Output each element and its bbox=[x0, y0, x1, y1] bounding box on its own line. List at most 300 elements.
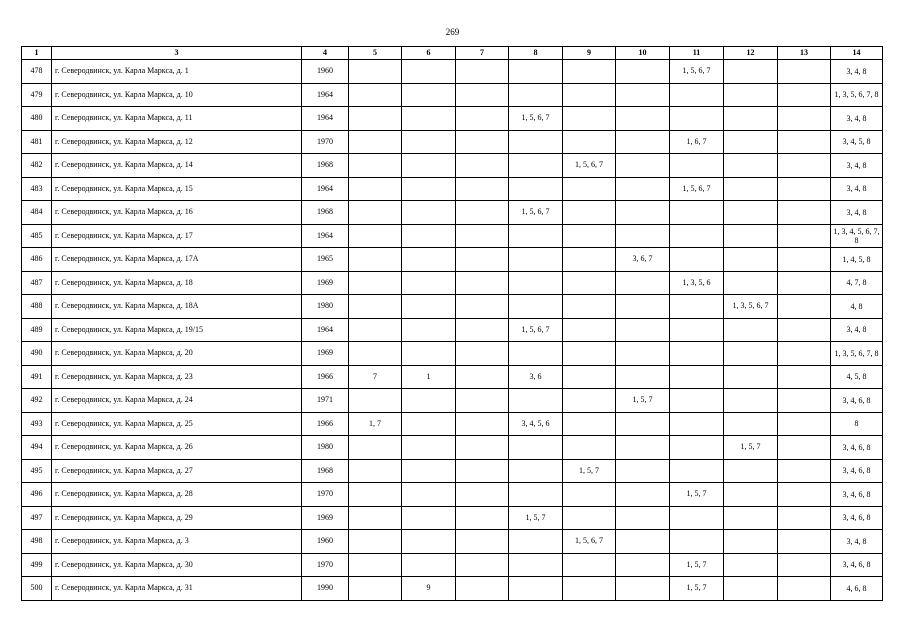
year-cell: 1980 bbox=[302, 295, 349, 319]
table-cell bbox=[456, 318, 509, 342]
table-cell bbox=[456, 389, 509, 413]
table-cell: 3, 4, 8 bbox=[831, 177, 883, 201]
table-cell bbox=[670, 459, 724, 483]
row-number-cell: 478 bbox=[22, 60, 52, 84]
table-cell: 3, 4, 6, 8 bbox=[831, 459, 883, 483]
year-cell: 1970 bbox=[302, 553, 349, 577]
year-cell: 1971 bbox=[302, 389, 349, 413]
table-cell bbox=[616, 459, 670, 483]
year-cell: 1960 bbox=[302, 60, 349, 84]
table-cell bbox=[402, 60, 456, 84]
address-cell: г. Северодвинск, ул. Карла Маркса, д. 11 bbox=[52, 107, 302, 131]
table-cell bbox=[509, 130, 563, 154]
column-header: 3 bbox=[52, 47, 302, 60]
table-cell bbox=[724, 342, 778, 366]
table-cell bbox=[778, 271, 831, 295]
table-cell: 1, 5, 7 bbox=[670, 577, 724, 601]
table-cell: 3, 4, 6, 8 bbox=[831, 483, 883, 507]
table-cell bbox=[456, 365, 509, 389]
table-cell: 3, 6, 7 bbox=[616, 248, 670, 272]
table-cell bbox=[670, 365, 724, 389]
table-cell bbox=[616, 130, 670, 154]
table-cell bbox=[778, 577, 831, 601]
table-cell bbox=[402, 83, 456, 107]
row-number-cell: 498 bbox=[22, 530, 52, 554]
address-cell: г. Северодвинск, ул. Карла Маркса, д. 25 bbox=[52, 412, 302, 436]
table-cell: 3, 4, 5, 6 bbox=[509, 412, 563, 436]
table-cell bbox=[456, 224, 509, 248]
table-cell: 1, 5, 6, 7 bbox=[670, 60, 724, 84]
table-cell bbox=[456, 130, 509, 154]
table-cell bbox=[616, 530, 670, 554]
table-cell bbox=[456, 412, 509, 436]
table-cell bbox=[778, 107, 831, 131]
table-cell bbox=[616, 506, 670, 530]
table-cell bbox=[563, 342, 616, 366]
table-cell bbox=[456, 107, 509, 131]
address-cell: г. Северодвинск, ул. Карла Маркса, д. 15 bbox=[52, 177, 302, 201]
table-cell bbox=[778, 506, 831, 530]
table-row bbox=[22, 318, 883, 342]
table-cell bbox=[456, 553, 509, 577]
table-cell: 3, 4, 6, 8 bbox=[831, 436, 883, 460]
table-cell bbox=[402, 107, 456, 131]
row-number-cell: 492 bbox=[22, 389, 52, 413]
table-cell bbox=[616, 224, 670, 248]
row-number-cell: 497 bbox=[22, 506, 52, 530]
table-cell: 1, 5, 6, 7 bbox=[563, 154, 616, 178]
table-row bbox=[22, 553, 883, 577]
year-cell: 1968 bbox=[302, 459, 349, 483]
row-number-cell: 500 bbox=[22, 577, 52, 601]
table-cell: 1, 5, 7 bbox=[670, 553, 724, 577]
row-number-cell: 482 bbox=[22, 154, 52, 178]
table-cell bbox=[456, 459, 509, 483]
table-cell bbox=[509, 459, 563, 483]
table-cell: 3, 4, 8 bbox=[831, 201, 883, 225]
table-cell bbox=[349, 271, 402, 295]
year-cell: 1964 bbox=[302, 224, 349, 248]
table-cell bbox=[563, 506, 616, 530]
table-cell bbox=[349, 577, 402, 601]
address-cell: г. Северодвинск, ул. Карла Маркса, д. 24 bbox=[52, 389, 302, 413]
table-cell bbox=[402, 553, 456, 577]
row-number-cell: 491 bbox=[22, 365, 52, 389]
table-cell bbox=[349, 224, 402, 248]
table-cell bbox=[349, 83, 402, 107]
column-header: 9 bbox=[563, 47, 616, 60]
table-cell bbox=[616, 365, 670, 389]
table-row bbox=[22, 130, 883, 154]
table-cell bbox=[402, 295, 456, 319]
address-cell: г. Северодвинск, ул. Карла Маркса, д. 17А bbox=[52, 248, 302, 272]
table-cell bbox=[349, 177, 402, 201]
address-cell: г. Северодвинск, ул. Карла Маркса, д. 16 bbox=[52, 201, 302, 225]
year-cell: 1964 bbox=[302, 177, 349, 201]
row-number-cell: 480 bbox=[22, 107, 52, 131]
table-cell bbox=[456, 83, 509, 107]
table-cell: 1, 5, 6, 7 bbox=[670, 177, 724, 201]
table-cell bbox=[402, 177, 456, 201]
table-cell bbox=[349, 553, 402, 577]
table-cell bbox=[563, 412, 616, 436]
year-cell: 1970 bbox=[302, 483, 349, 507]
year-cell: 1969 bbox=[302, 271, 349, 295]
table-cell bbox=[670, 295, 724, 319]
table-cell bbox=[670, 224, 724, 248]
table-cell: 3, 4, 6, 8 bbox=[831, 553, 883, 577]
table-cell bbox=[509, 177, 563, 201]
table-cell: 1, 6, 7 bbox=[670, 130, 724, 154]
table-cell bbox=[778, 201, 831, 225]
table-cell bbox=[349, 506, 402, 530]
table-cell bbox=[616, 483, 670, 507]
table-cell bbox=[778, 318, 831, 342]
row-number-cell: 485 bbox=[22, 224, 52, 248]
table-cell: 1, 3, 5, 6, 7 bbox=[724, 295, 778, 319]
row-number-cell: 494 bbox=[22, 436, 52, 460]
table-cell bbox=[670, 436, 724, 460]
table-row bbox=[22, 177, 883, 201]
address-cell: г. Северодвинск, ул. Карла Маркса, д. 12 bbox=[52, 130, 302, 154]
table-row bbox=[22, 224, 883, 248]
table-row bbox=[22, 577, 883, 601]
row-number-cell: 499 bbox=[22, 553, 52, 577]
table-cell bbox=[509, 577, 563, 601]
column-header: 1 bbox=[22, 47, 52, 60]
table-cell bbox=[778, 130, 831, 154]
table-cell bbox=[509, 295, 563, 319]
table-cell bbox=[778, 60, 831, 84]
table-cell bbox=[724, 506, 778, 530]
table-cell bbox=[563, 271, 616, 295]
page-number: 269 bbox=[445, 27, 460, 37]
address-cell: г. Северодвинск, ул. Карла Маркса, д. 27 bbox=[52, 459, 302, 483]
table-row bbox=[22, 436, 883, 460]
table-cell bbox=[563, 60, 616, 84]
year-cell: 1970 bbox=[302, 130, 349, 154]
table-cell bbox=[456, 342, 509, 366]
table-cell bbox=[724, 83, 778, 107]
table-cell: 1, 5, 7 bbox=[509, 506, 563, 530]
table-cell bbox=[349, 530, 402, 554]
column-header: 14 bbox=[831, 47, 883, 60]
table-cell bbox=[456, 154, 509, 178]
year-cell: 1960 bbox=[302, 530, 349, 554]
table-cell bbox=[456, 436, 509, 460]
table-cell bbox=[670, 389, 724, 413]
table-cell: 1, 5, 7 bbox=[670, 483, 724, 507]
table-cell bbox=[616, 412, 670, 436]
table-cell bbox=[670, 248, 724, 272]
table-cell: 3, 4, 8 bbox=[831, 530, 883, 554]
table-cell bbox=[563, 318, 616, 342]
table-cell bbox=[724, 201, 778, 225]
table-cell bbox=[563, 389, 616, 413]
address-cell: г. Северодвинск, ул. Карла Маркса, д. 17 bbox=[52, 224, 302, 248]
table-cell bbox=[456, 248, 509, 272]
year-cell: 1990 bbox=[302, 577, 349, 601]
table-cell: 3, 4, 8 bbox=[831, 107, 883, 131]
table-row bbox=[22, 201, 883, 225]
table-cell bbox=[349, 154, 402, 178]
table-cell: 3, 4, 8 bbox=[831, 60, 883, 84]
year-cell: 1966 bbox=[302, 412, 349, 436]
table-cell bbox=[616, 553, 670, 577]
table-cell: 3, 4, 8 bbox=[831, 154, 883, 178]
table-row bbox=[22, 412, 883, 436]
table-cell bbox=[349, 107, 402, 131]
table-cell: 1, 5, 6, 7 bbox=[563, 530, 616, 554]
table-cell bbox=[402, 271, 456, 295]
row-number-cell: 486 bbox=[22, 248, 52, 272]
table-cell bbox=[349, 389, 402, 413]
buildings-table bbox=[21, 46, 883, 601]
table-cell bbox=[778, 389, 831, 413]
table-cell bbox=[724, 459, 778, 483]
table-cell: 1, 5, 7 bbox=[616, 389, 670, 413]
column-header: 6 bbox=[402, 47, 456, 60]
table-cell bbox=[670, 530, 724, 554]
table-cell bbox=[456, 483, 509, 507]
table-cell bbox=[616, 201, 670, 225]
table-row bbox=[22, 365, 883, 389]
table-cell bbox=[778, 483, 831, 507]
table-cell bbox=[456, 271, 509, 295]
table-cell bbox=[509, 483, 563, 507]
table-cell bbox=[349, 459, 402, 483]
table-cell bbox=[349, 60, 402, 84]
table-cell bbox=[724, 248, 778, 272]
table-row bbox=[22, 271, 883, 295]
table-cell bbox=[563, 130, 616, 154]
table-cell bbox=[402, 389, 456, 413]
year-cell: 1965 bbox=[302, 248, 349, 272]
table-cell bbox=[778, 177, 831, 201]
table-cell bbox=[724, 224, 778, 248]
table-cell: 4, 7, 8 bbox=[831, 271, 883, 295]
table-cell bbox=[778, 224, 831, 248]
table-cell bbox=[616, 177, 670, 201]
year-cell: 1969 bbox=[302, 342, 349, 366]
table-cell bbox=[456, 530, 509, 554]
table-cell bbox=[778, 412, 831, 436]
column-header: 13 bbox=[778, 47, 831, 60]
table-cell bbox=[402, 154, 456, 178]
year-cell: 1980 bbox=[302, 436, 349, 460]
table-cell bbox=[724, 577, 778, 601]
table-cell bbox=[778, 530, 831, 554]
table-cell bbox=[563, 177, 616, 201]
table-cell: 1, 3, 5, 6, 7, 8 bbox=[831, 83, 883, 107]
table-cell bbox=[402, 248, 456, 272]
table-row bbox=[22, 248, 883, 272]
table-cell bbox=[724, 271, 778, 295]
year-cell: 1964 bbox=[302, 83, 349, 107]
table-cell bbox=[402, 459, 456, 483]
table-cell bbox=[670, 107, 724, 131]
address-cell: г. Северодвинск, ул. Карла Маркса, д. 14 bbox=[52, 154, 302, 178]
table-cell bbox=[616, 318, 670, 342]
table-cell bbox=[563, 107, 616, 131]
table-cell bbox=[778, 295, 831, 319]
table-cell bbox=[509, 389, 563, 413]
table-cell: 3, 6 bbox=[509, 365, 563, 389]
row-number-cell: 493 bbox=[22, 412, 52, 436]
table-cell bbox=[509, 436, 563, 460]
table-row bbox=[22, 389, 883, 413]
table-cell: 4, 5, 8 bbox=[831, 365, 883, 389]
table-cell bbox=[670, 154, 724, 178]
table-cell bbox=[402, 436, 456, 460]
table-cell bbox=[616, 295, 670, 319]
address-cell: г. Северодвинск, ул. Карла Маркса, д. 31 bbox=[52, 577, 302, 601]
table-cell bbox=[563, 483, 616, 507]
table-cell bbox=[563, 248, 616, 272]
table-cell bbox=[402, 483, 456, 507]
column-header: 7 bbox=[456, 47, 509, 60]
table-cell bbox=[616, 107, 670, 131]
table-cell bbox=[563, 201, 616, 225]
year-cell: 1968 bbox=[302, 201, 349, 225]
table-cell: 3, 4, 5, 8 bbox=[831, 130, 883, 154]
row-number-cell: 481 bbox=[22, 130, 52, 154]
table-cell bbox=[349, 436, 402, 460]
address-cell: г. Северодвинск, ул. Карла Маркса, д. 18А bbox=[52, 295, 302, 319]
table-cell bbox=[724, 107, 778, 131]
address-cell: г. Северодвинск, ул. Карла Маркса, д. 1 bbox=[52, 60, 302, 84]
table-cell bbox=[509, 224, 563, 248]
table-cell bbox=[724, 154, 778, 178]
row-number-cell: 495 bbox=[22, 459, 52, 483]
table-cell bbox=[349, 248, 402, 272]
table-cell bbox=[616, 83, 670, 107]
table-cell bbox=[402, 201, 456, 225]
table-cell bbox=[724, 365, 778, 389]
year-cell: 1966 bbox=[302, 365, 349, 389]
row-number-cell: 487 bbox=[22, 271, 52, 295]
table-cell bbox=[349, 295, 402, 319]
row-number-cell: 479 bbox=[22, 83, 52, 107]
table-cell bbox=[509, 530, 563, 554]
table-cell bbox=[456, 577, 509, 601]
table-cell bbox=[509, 60, 563, 84]
table-row bbox=[22, 154, 883, 178]
table-cell: 1, 3, 5, 6 bbox=[670, 271, 724, 295]
table-cell bbox=[563, 436, 616, 460]
table-cell: 3, 4, 6, 8 bbox=[831, 389, 883, 413]
address-cell: г. Северодвинск, ул. Карла Маркса, д. 10 bbox=[52, 83, 302, 107]
year-cell: 1968 bbox=[302, 154, 349, 178]
table-cell bbox=[616, 271, 670, 295]
table-cell bbox=[563, 295, 616, 319]
table-cell bbox=[509, 248, 563, 272]
year-cell: 1964 bbox=[302, 318, 349, 342]
row-number-cell: 484 bbox=[22, 201, 52, 225]
row-number-cell: 496 bbox=[22, 483, 52, 507]
table-cell bbox=[724, 483, 778, 507]
table-cell bbox=[778, 436, 831, 460]
table-cell bbox=[724, 553, 778, 577]
table-cell bbox=[724, 60, 778, 84]
table-cell bbox=[778, 248, 831, 272]
table-cell bbox=[349, 483, 402, 507]
table-cell bbox=[778, 154, 831, 178]
table-cell bbox=[456, 506, 509, 530]
table-cell bbox=[724, 412, 778, 436]
table-cell bbox=[402, 224, 456, 248]
table-cell bbox=[616, 342, 670, 366]
table-cell: 1, 5, 6, 7 bbox=[509, 318, 563, 342]
table-cell bbox=[349, 318, 402, 342]
table-cell: 1 bbox=[402, 365, 456, 389]
table-cell bbox=[724, 530, 778, 554]
table-row bbox=[22, 483, 883, 507]
table-cell bbox=[670, 412, 724, 436]
table-cell: 1, 5, 7 bbox=[724, 436, 778, 460]
table-cell bbox=[670, 342, 724, 366]
row-number-cell: 488 bbox=[22, 295, 52, 319]
table-cell bbox=[509, 154, 563, 178]
table-cell bbox=[509, 271, 563, 295]
table-cell bbox=[402, 318, 456, 342]
table-cell: 3, 4, 8 bbox=[831, 318, 883, 342]
table-cell bbox=[670, 83, 724, 107]
table-cell: 1, 3, 4, 5, 6, 7, 8 bbox=[831, 224, 883, 248]
table-cell: 1, 3, 5, 6, 7, 8 bbox=[831, 342, 883, 366]
address-cell: г. Северодвинск, ул. Карла Маркса, д. 28 bbox=[52, 483, 302, 507]
table-cell bbox=[456, 295, 509, 319]
table-cell bbox=[778, 365, 831, 389]
table-cell bbox=[670, 318, 724, 342]
table-cell bbox=[563, 224, 616, 248]
table-cell bbox=[616, 60, 670, 84]
row-number-cell: 489 bbox=[22, 318, 52, 342]
address-cell: г. Северодвинск, ул. Карла Маркса, д. 18 bbox=[52, 271, 302, 295]
table-cell bbox=[724, 177, 778, 201]
column-header: 11 bbox=[670, 47, 724, 60]
table-body bbox=[22, 60, 883, 601]
address-cell: г. Северодвинск, ул. Карла Маркса, д. 3 bbox=[52, 530, 302, 554]
row-number-cell: 490 bbox=[22, 342, 52, 366]
table-row bbox=[22, 506, 883, 530]
address-cell: г. Северодвинск, ул. Карла Маркса, д. 29 bbox=[52, 506, 302, 530]
table-cell: 1, 5, 6, 7 bbox=[509, 107, 563, 131]
table-cell bbox=[724, 389, 778, 413]
table-cell bbox=[456, 60, 509, 84]
table-cell bbox=[509, 83, 563, 107]
table-cell bbox=[616, 436, 670, 460]
table-cell bbox=[616, 577, 670, 601]
table-cell bbox=[402, 506, 456, 530]
table-cell bbox=[349, 130, 402, 154]
table-cell: 1, 4, 5, 8 bbox=[831, 248, 883, 272]
table-cell bbox=[402, 130, 456, 154]
column-header: 8 bbox=[509, 47, 563, 60]
table-cell bbox=[778, 83, 831, 107]
table-row bbox=[22, 459, 883, 483]
table-cell bbox=[402, 412, 456, 436]
table-cell bbox=[402, 342, 456, 366]
year-cell: 1969 bbox=[302, 506, 349, 530]
table-cell bbox=[670, 201, 724, 225]
table-cell bbox=[349, 342, 402, 366]
table-cell: 1, 7 bbox=[349, 412, 402, 436]
table-header-row bbox=[22, 47, 883, 60]
table-row bbox=[22, 107, 883, 131]
column-header: 10 bbox=[616, 47, 670, 60]
table-cell bbox=[349, 201, 402, 225]
